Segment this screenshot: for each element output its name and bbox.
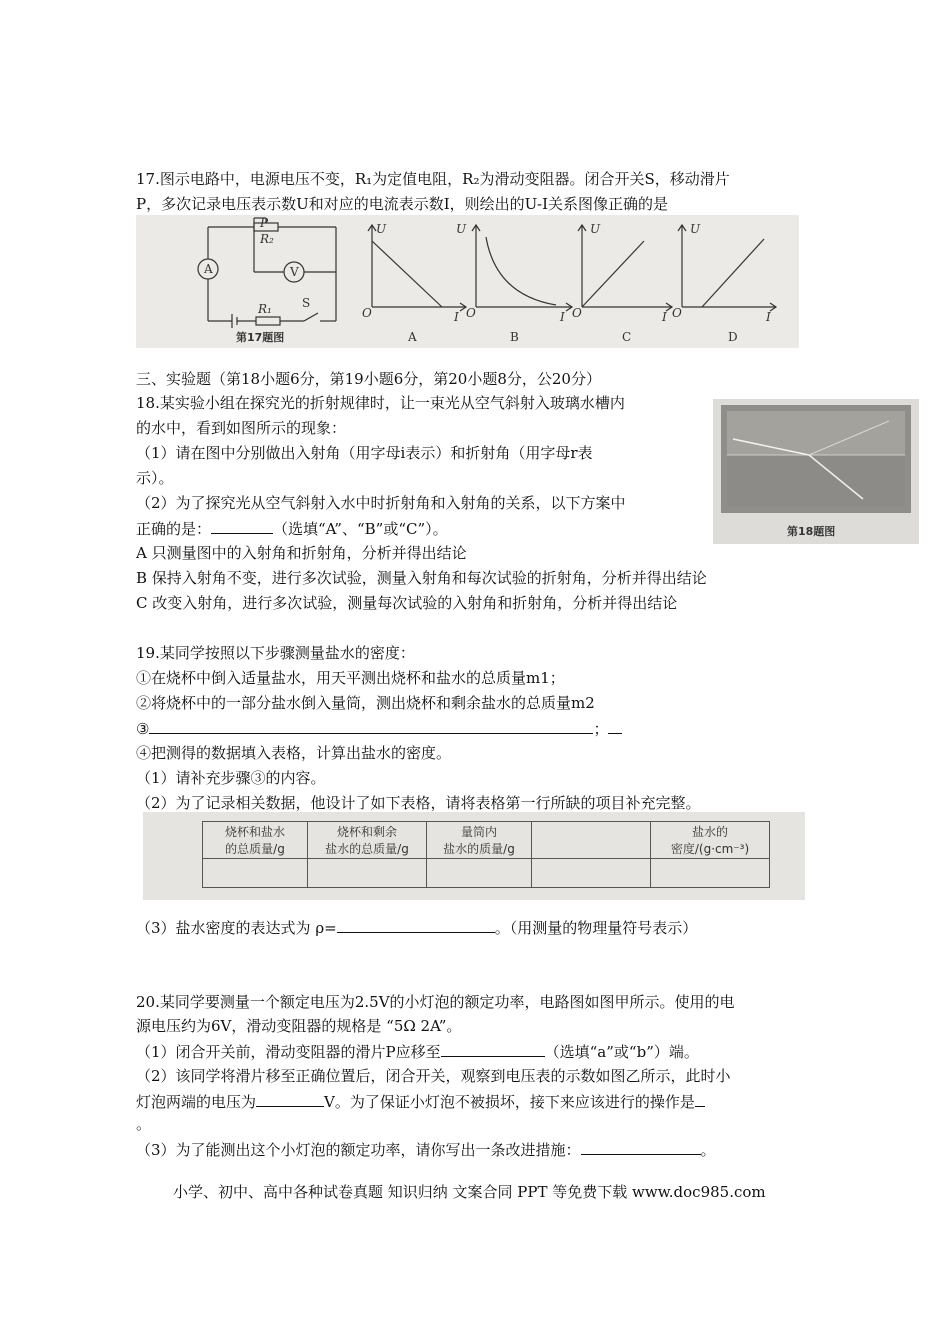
graph-b-origin: O xyxy=(466,306,476,320)
q20-sub2a: （2）该同学将滑片移至正确位置后，闭合开关，观察到电压表的示数如图乙所示，此时小 xyxy=(136,1067,731,1085)
q19-header-3 xyxy=(427,822,532,859)
graph-a-y: U xyxy=(376,222,387,236)
q18-part2b-pre: 正确的是： xyxy=(136,520,212,538)
graph-b-curve xyxy=(486,237,556,305)
q19-header-3-l1: 量筒内 xyxy=(460,825,497,839)
q19-cell[interactable] xyxy=(308,859,427,888)
q20-sub1-post: （选填“a”或“b”）端。 xyxy=(544,1043,699,1061)
q19-header-5 xyxy=(651,822,770,859)
q19-header-4-blank[interactable] xyxy=(532,822,651,859)
q20-line2: 源电压约为6V，滑动变阻器的规格是 “5Ω 2A”。 xyxy=(136,1017,462,1035)
graph-c-x: I xyxy=(662,310,667,324)
graph-a-line xyxy=(372,241,442,307)
q19-header-2-l1: 烧杯和剩余 xyxy=(336,825,397,839)
q18-answer-blank[interactable] xyxy=(211,518,273,534)
q18-option-b: B 保持入射角不变，进行多次试验，测量入射角和每次试验的折射角，分析并得出结论 xyxy=(136,569,707,587)
q20-sub1-pre: （1）闭合开关前，滑动变阻器的滑片P应移至 xyxy=(136,1043,441,1061)
q19-cell[interactable] xyxy=(427,859,532,888)
graph-d-y: U xyxy=(690,222,701,236)
q20-sub3-post: 。 xyxy=(700,1141,716,1159)
q20-sub2b xyxy=(136,1091,705,1112)
q19-step3-end: ； xyxy=(593,720,609,738)
q19-sub3-pre: （3）盐水密度的表达式为 ρ= xyxy=(136,919,337,937)
q20-sub2b-pre: 灯泡两端的电压为 xyxy=(136,1093,257,1111)
q20-improvement-blank[interactable] xyxy=(581,1139,701,1155)
q20-sub1-blank[interactable] xyxy=(441,1041,545,1057)
q19-header-2 xyxy=(308,822,427,859)
q18-part1b: 示）。 xyxy=(136,469,174,487)
graph-b-x: I xyxy=(560,310,565,324)
q19-sub3 xyxy=(136,917,697,938)
q17-line2: P，多次记录电压表示数U和对应的电流表示数I，则绘出的U-I关系图像正确的是 xyxy=(136,195,669,213)
q19-step2: ②将烧杯中的一部分盐水倒入量筒，测出烧杯和剩余盐水的总质量m2 xyxy=(136,694,595,712)
q17-line1: 17.图示电路中，电源电压不变，R₁为定值电阻，R₂为滑动变阻器。闭合开关S，移动滑片 xyxy=(136,170,730,188)
q20-voltage-blank[interactable] xyxy=(256,1091,324,1107)
q19-title: 19.某同学按照以下步骤测量盐水的密度： xyxy=(136,644,415,662)
q19-header-5-l2: 密度/(g·cm⁻³) xyxy=(670,842,750,856)
q20-sub3 xyxy=(136,1139,716,1160)
q19-step3 xyxy=(136,718,622,739)
q20-sub3-pre: （3）为了能测出这个小灯泡的额定功率，请你写出一条改进措施： xyxy=(136,1141,581,1159)
q19-step3-marker: ③ xyxy=(136,720,150,738)
q20-line1: 20.某同学要测量一个额定电压为2.5V的小灯泡的额定功率，电路图如图甲所示。使用的电 xyxy=(136,993,735,1011)
graph-d-line xyxy=(702,239,764,307)
q19-sub2: （2）为了记录相关数据，他设计了如下表格，请将表格第一行所缺的项目补充完整。 xyxy=(136,794,701,812)
graph-a-x: I xyxy=(454,310,459,324)
q19-header-3-l2: 盐水的质量/g xyxy=(443,842,515,856)
q19-header-1-l2: 的总质量/g xyxy=(225,842,285,856)
q18-line1: 18.某实验小组在探究光的折射规律时，让一束光从空气斜射入玻璃水槽内 xyxy=(136,394,625,412)
q17-caption: 第17题图 xyxy=(236,331,285,344)
q19-step1: ①在烧杯中倒入适量盐水，用天平测出烧杯和盐水的总质量m1； xyxy=(136,669,565,687)
graph-d-origin: O xyxy=(672,306,682,320)
section3-heading: 三、实验题（第18小题6分，第19小题6分，第20小题8分，公20分） xyxy=(136,370,601,388)
voltmeter-label: V xyxy=(290,265,299,279)
switch-label: S xyxy=(302,296,311,310)
q18-part2b-post: （选填“A”、“B”或“C”）。 xyxy=(273,520,448,538)
q18-figure xyxy=(713,399,919,544)
q19-sub1: （1）请补充步骤③的内容。 xyxy=(136,769,326,787)
q20-sub2b-post: V。为了保证小灯泡不被损坏，接下来应该进行的操作是 xyxy=(324,1093,695,1111)
q18-part2a: （2）为了探究光从空气斜射入水中时折射角和入射角的关系，以下方案中 xyxy=(136,494,626,512)
q20-sub2c: 。 xyxy=(136,1115,152,1133)
graph-c-origin: O xyxy=(572,306,582,320)
q19-header-5-l1: 盐水的 xyxy=(691,825,728,839)
q19-sub3-post: 。（用测量的物理量符号表示） xyxy=(494,919,698,937)
q19-cell[interactable] xyxy=(651,859,770,888)
graph-b-y: U xyxy=(456,222,467,236)
r1-label: R₁ xyxy=(258,302,272,316)
page-footer: 小学、初中、高中各种试卷真题 知识归纳 文案合同 PPT 等免费下载 www.doc985.com xyxy=(173,1183,766,1201)
graph-b-option: B xyxy=(510,330,519,344)
q18-option-c: C 改变入射角，进行多次试验，测量每次试验的入射角和折射角，分析并得出结论 xyxy=(136,594,678,612)
q19-step3-tail xyxy=(608,718,622,734)
q18-part1a: （1）请在图中分别做出入射角（用字母i表示）和折射角（用字母r表 xyxy=(136,444,593,462)
graph-c-y: U xyxy=(590,222,601,236)
graph-a-origin: O xyxy=(362,306,372,320)
q19-header-1 xyxy=(203,822,308,859)
q20-sub1 xyxy=(136,1041,699,1062)
q19-density-blank[interactable] xyxy=(337,917,495,933)
q19-cell[interactable] xyxy=(203,859,308,888)
graph-d-x: I xyxy=(766,310,771,324)
q19-step4: ④把测得的数据填入表格，计算出盐水的密度。 xyxy=(136,744,452,762)
q18-line2: 的水中，看到如图所示的现象： xyxy=(136,419,347,437)
graph-c-line xyxy=(582,241,644,307)
q19-header-1-l1: 烧杯和盐水 xyxy=(224,825,285,839)
graph-d-option: D xyxy=(728,330,738,344)
graph-c-option: C xyxy=(622,330,632,344)
q19-step3-blank[interactable] xyxy=(149,718,593,734)
q20-operation-blank[interactable] xyxy=(695,1091,705,1107)
slider-p-label: P xyxy=(260,216,269,230)
graph-a-option: A xyxy=(408,330,417,344)
q17-figure xyxy=(136,215,799,348)
q19-data-table xyxy=(202,821,770,888)
ammeter-label: A xyxy=(204,262,213,276)
q18-caption: 第18题图 xyxy=(787,525,836,538)
q19-header-2-l2: 盐水的总质量/g xyxy=(325,842,409,856)
q18-option-a: A 只测量图中的入射角和折射角，分析并得出结论 xyxy=(136,544,467,562)
r2-label: R₂ xyxy=(260,232,274,246)
q19-cell[interactable] xyxy=(532,859,651,888)
q18-part2b xyxy=(136,518,448,539)
